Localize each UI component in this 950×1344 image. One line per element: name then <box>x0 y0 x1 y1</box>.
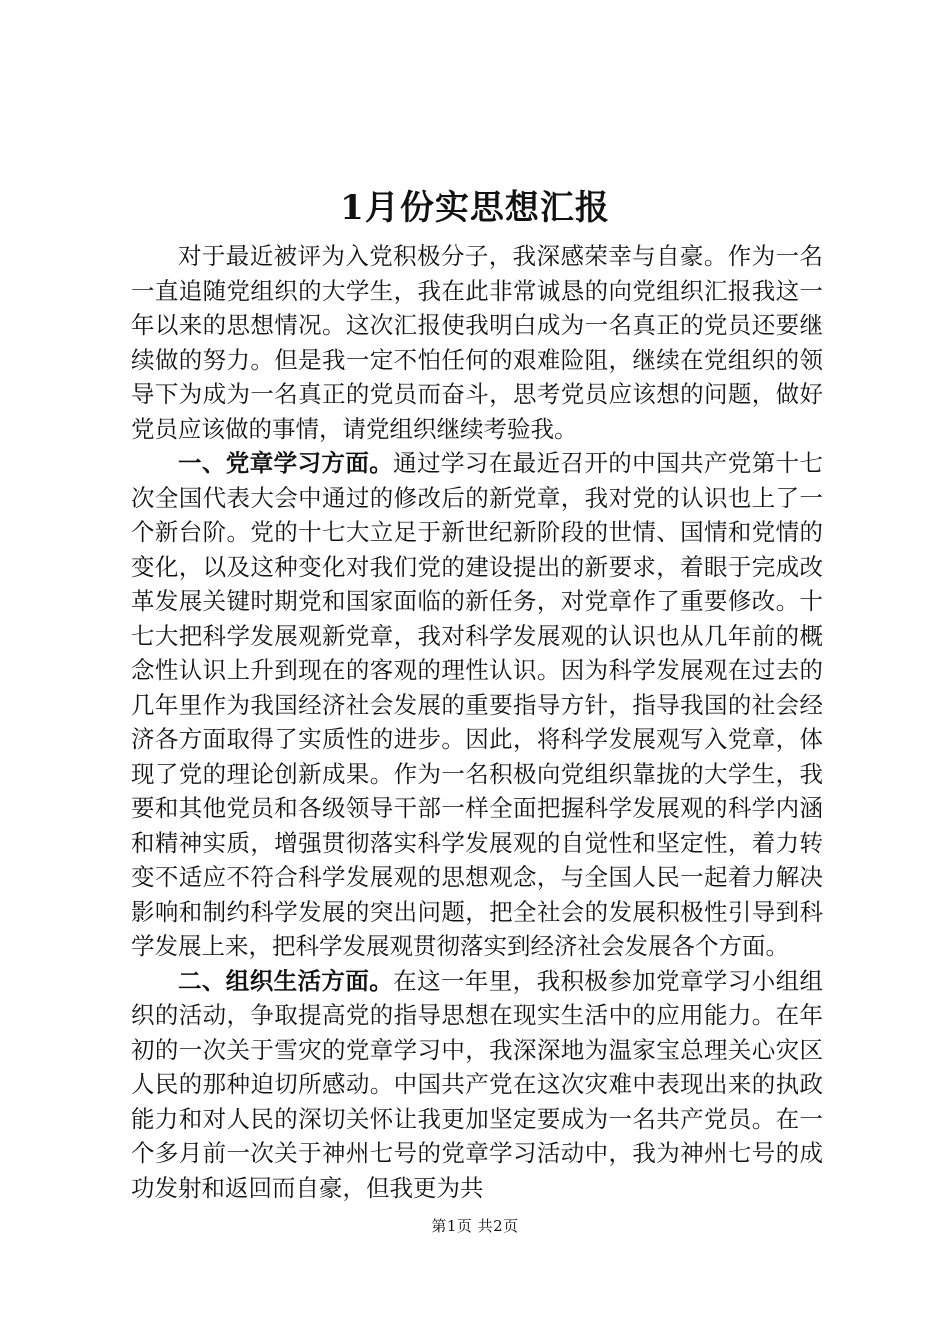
section-party-constitution <box>131 446 823 964</box>
section-heading-organization-life: 二、组织生活方面。 <box>178 966 394 995</box>
intro-paragraph <box>131 239 823 446</box>
document-body <box>131 239 823 1205</box>
section-text-organization-life: 在这一年里，我积极参加党章学习小组组织的活动，争取提高党的指导思想在现实生活中的应用能力。在年初的一次关于雪灾的党章学习中，我深深地为温家宝总理关心灾区人民的那种迫切所感动。中国共产党在这次灾难中表现出来的执政能力和对人民的深切关怀让我更加坚定要成为一名共产党员。在一个多月前一次关于神州七号的党章学习活动中，我为神州七号的成功发射和返回而自豪，但我更为共 <box>131 966 824 1202</box>
section-heading-party-constitution: 一、党章学习方面。 <box>178 449 394 477</box>
section-text-party-constitution: 通过学习在最近召开的中国共产党第十七次全国代表大会中通过的修改后的新党章，我对党的认识也上了一个新台阶。党的十七大立足于新世纪新阶段的世情、国情和党情的变化，以及这种变化对我们党的建设提出的新要求，着眼于完成改革发展关键时期党和国家面临的新任务，对党章作了重要修改。十七大把科学发展观新党章，我对科学发展观的认识也从几年前的概念性认识上升到现在的客观的理性认识。因为科学发展观在过去的几年里作为我国经济社会发展的重要指导方针，指导我国的社会经济各方面取得了实质性的进步。因此，将科学发展观写入党章，体现了党的理论创新成果。作为一名积极向党组织靠拢的大学生，我要和其他党员和各级领导干部一样全面把握科学发展观的科学内涵和精神实质，增强贯彻落实科学发展观的自觉性和坚定性，着力转变不适应不符合科学发展观的思想观念，与全国人民一起着力解决影响和制约科学发展的突出问题，把全社会的发展积极性引导到科学发展上来，把科学发展观贯彻落实到经济社会发展各个方面。 <box>131 449 824 960</box>
section-organization-life <box>131 964 823 1206</box>
paragraph-text: 对于最近被评为入党积极分子，我深感荣幸与自豪。作为一名一直追随党组织的大学生，我在此非常诚恳的向党组织汇报我这一年以来的思想情况。这次汇报使我明白成为一名真正的党员还要继续做的努力。但是我一定不怕任何的艰难险阻，继续在党组织的领导下为成为一名真正的党员而奋斗，思考党员应该想的问题，做好党员应该做的事情，请党组织继续考验我。 <box>131 242 823 443</box>
document-title: 1月份实思想汇报 <box>340 188 610 228</box>
page-footer: 第1页 共2页 <box>431 1217 519 1235</box>
